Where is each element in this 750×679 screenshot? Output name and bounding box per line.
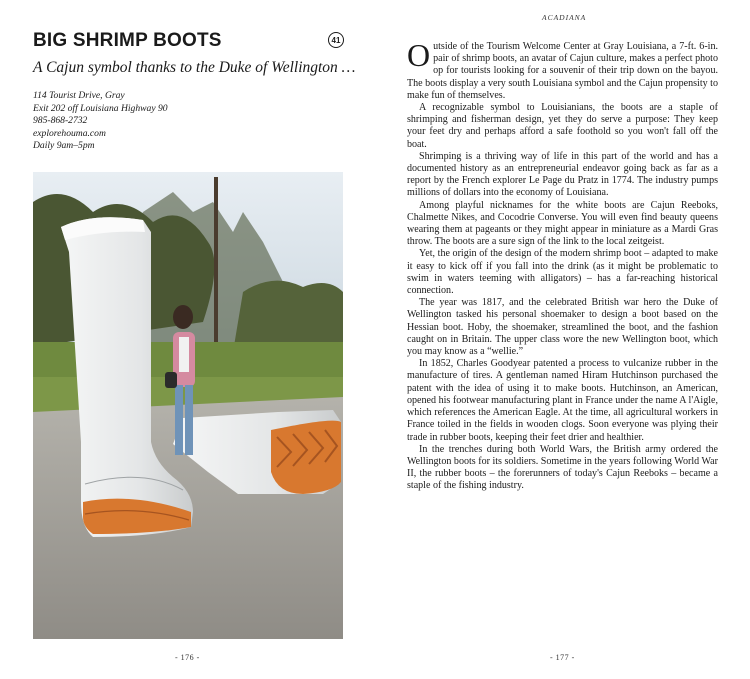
paragraph-text: utside of the Tourism Welcome Center at Gray Louisiana, a 7-ft. 6-in. pair of shrimp boots, an avatar of Cajun culture, makes a perfect photo op for tourists looking for a souvenir of their trip down on the bayou. The boots display a very south Louisiana symbol and the Cajun propensity to make fun of themselves. (407, 41, 718, 101)
page-title: BIG SHRIMP BOOTS (33, 30, 222, 51)
entry-number-badge: 41 (328, 32, 344, 48)
drop-cap: O (407, 37, 431, 73)
page-number-left: - 176 - (175, 653, 200, 662)
paragraph: A recognizable symbol to Louisianians, the boots are a staple of shrimping and fisherman design, yet they do serve a purpose: They keep your feet dry and perhaps afford a safe foothold so you won't fall off the boat. (407, 102, 718, 150)
article-body (407, 37, 718, 493)
venue-hours: Daily 9am–5pm (33, 140, 95, 152)
paragraph (407, 37, 718, 102)
shrimp-boots-photo (33, 172, 343, 639)
venue-directions: Exit 202 off Louisiana Highway 90 (33, 102, 168, 114)
paragraph: The year was 1817, and the celebrated British war hero the Duke of Wellington tasked his personal shoemaker to design a boot based on the Hessian boot. Hoby, the shoemaker, streamlined the boot, and the fashion caught on in Britain. The upper class wore the new Wellington boot, which you may know as a “wellie.” (407, 297, 718, 358)
right-page (375, 0, 750, 679)
paragraph: In the trenches during both World Wars, the British army ordered the Wellington boots for its soldiers. Sometime in the years following World War II, the rubber boots – the forerunners of today's Cajun Reeboks – became a staple of the fishing industry. (407, 443, 718, 492)
paragraph: Among playful nicknames for the white boots are Cajun Reeboks, Chalmette Nikes, and Cocodrie Converse. You will even find beauty queens wearing them at pageants or they might appear in miniature as a Mardi Gras throw. The boots are a sure sign of the link to the local zeitgeist. (407, 199, 718, 248)
page-subtitle: A Cajun symbol thanks to the Duke of Wellington … (33, 59, 356, 76)
paragraph: In 1852, Charles Goodyear patented a process to vulcanize rubber in the manufacture of tires. A gentleman named Hiram Hutchinson purchased the patent with the idea of using it to make boots. Hutchinson, an American, opened his footwear manufacturing plant in France under the name A l'Aigle, which references the American Eagle. At the time, all agricultural workers in France toiled in the fields in wooden clogs. Soon everyone was plying their trade in rubber boots, keeping their feet drier and healthier. (407, 358, 718, 443)
venue-phone: 985-868-2732 (33, 115, 88, 127)
venue-info (33, 90, 168, 153)
venue-website: explorehouma.com (33, 127, 106, 139)
paragraph: Yet, the origin of the design of the modern shrimp boot – adapted to make it easy to kick off if you fall into the drink (as it might be problematic to swim in waters teeming with alligators) – has a far-reaching historical connection. (407, 248, 718, 297)
page-number-right: - 177 - (550, 653, 575, 662)
running-head: ACADIANA (542, 13, 587, 22)
paragraph: Shrimping is a thriving way of life in this part of the world and has a documented history as an entrepreneurial endeavor going back as far as a report by the French explorer Le Page du Pratz in 1774. The industry pumps millions of dollars into the economy of Louisiana. (407, 150, 718, 199)
venue-address: 114 Tourist Drive, Gray (33, 90, 125, 101)
